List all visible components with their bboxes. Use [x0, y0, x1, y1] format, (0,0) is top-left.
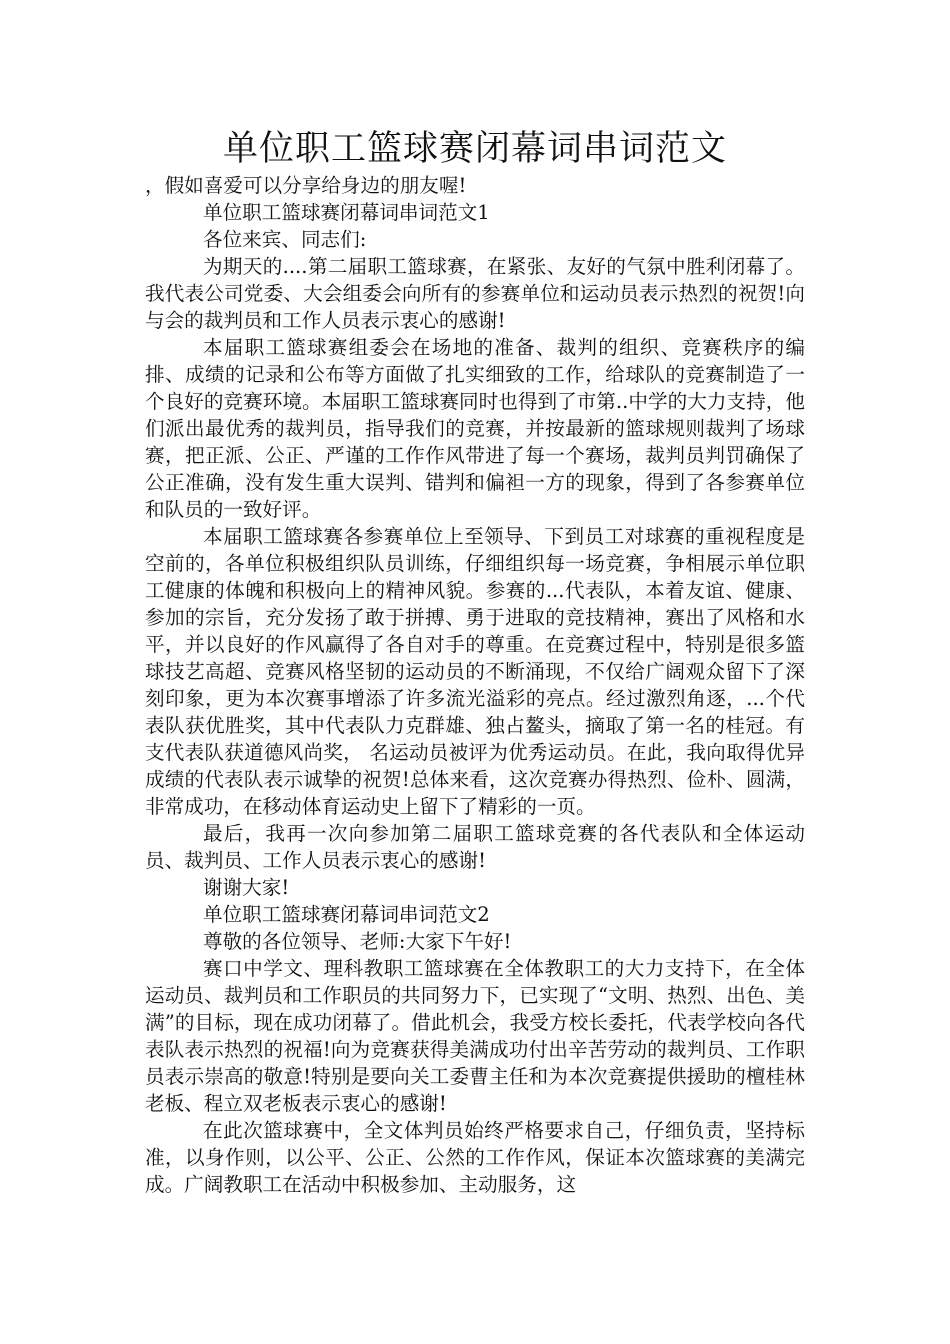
- body-paragraph: ，假如喜爱可以分享给身边的朋友喔!: [145, 174, 467, 197]
- body-paragraph: 为期天的....第二届职工篮球赛，在紧张、友好的气氛中胜利闭幕了。我代表公司党委、大会组委会向所有的参赛单位和运动员表示热烈的祝贺!向与会的裁判员和工作人员表示衷心的感谢!: [145, 255, 805, 332]
- body-paragraph: 赛口中学文、理科教职工篮球赛在全体教职工的大力支持下，在全体运动员、裁判员和工作职员的共同努力下，已实现了“文明、热烈、出色、美满”的目标，现在成功闭幕了。借此机会，我受方校长委托，代表学校向各代表队表示热烈的祝福!向为竞赛获得美满成功付出辛苦劳动的裁判员、工作职员表示崇高的敬意!特别是要向关工委曹主任和为本次竞赛提供援助的檀桂林老板、程立双老板表示衷心的感谢!: [145, 957, 805, 1115]
- body-paragraph: 谢谢大家!: [203, 876, 290, 899]
- body-paragraph: 本届职工篮球赛组委会在场地的准备、裁判的组织、竞赛秩序的编排、成绩的记录和公布等方面做了扎实细致的工作，给球队的竞赛制造了一个良好的竞赛环境。本届职工篮球赛同时也得到了市第..中学的大力支持，他们派出最优秀的裁判员，指导我们的竞赛，并按最新的篮球规则裁判了场球赛，把正派、公正、严谨的工作作风带进了每一个赛场，裁判员判罚确保了公正准确，没有发生重大误判、错判和偏袒一方的现象，得到了各参赛单位和队员的一致好评。: [145, 336, 805, 521]
- body-paragraph: 最后，我再一次向参加第二届职工篮球竞赛的各代表队和全体运动员、裁判员、工作人员表示衷心的感谢!: [145, 822, 805, 872]
- body-paragraph: 各位来宾、同志们:: [203, 228, 367, 251]
- document-body: [145, 172, 805, 1198]
- body-paragraph: 尊敬的各位领导、老师:大家下午好!: [203, 930, 512, 953]
- document-title: 单位职工篮球赛闭幕词串词范文: [222, 129, 727, 169]
- body-paragraph: 在此次篮球赛中，全文体判员始终严格要求自己，仔细负责，坚持标准，以身作则，以公平、公正、公然的工作作风，保证本次篮球赛的美满完成。广阔教职工在活动中积极参加、主动服务，这: [145, 1119, 805, 1196]
- body-paragraph: 单位职工篮球赛闭幕词串词范文1: [203, 201, 490, 224]
- body-paragraph: 单位职工篮球赛闭幕词串词范文2: [203, 903, 490, 926]
- body-paragraph: 本届职工篮球赛各参赛单位上至领导、下到员工对球赛的重视程度是空前的，各单位积极组织队员训练，仔细组织每一场竞赛，争相展示单位职工健康的体魄和积极向上的精神风貌。参赛的...代表队，本着友谊、健康、参加的宗旨，充分发扬了敢于拼搏、勇于进取的竞技精神，赛出了风格和水平，并以良好的作风赢得了各自对手的尊重。在竞赛过程中，特别是很多篮球技艺高超、竞赛风格坚韧的运动员的不断涌现，不仅给广阔观众留下了深刻印象，更为本次赛事增添了许多流光溢彩的亮点。经过激烈角逐，...个代表队获优胜奖，其中代表队力克群雄、独占鳌头，摘取了第一名的桂冠。有 支代表队获道德风尚奖， 名运动员被评为优秀运动员。在此，我向取得优异成绩的代表队表示诚挚的祝贺!总体来看，这次竞赛办得热烈、俭朴、圆满，非常成功，在移动体育运动史上留下了精彩的一页。: [145, 525, 805, 818]
